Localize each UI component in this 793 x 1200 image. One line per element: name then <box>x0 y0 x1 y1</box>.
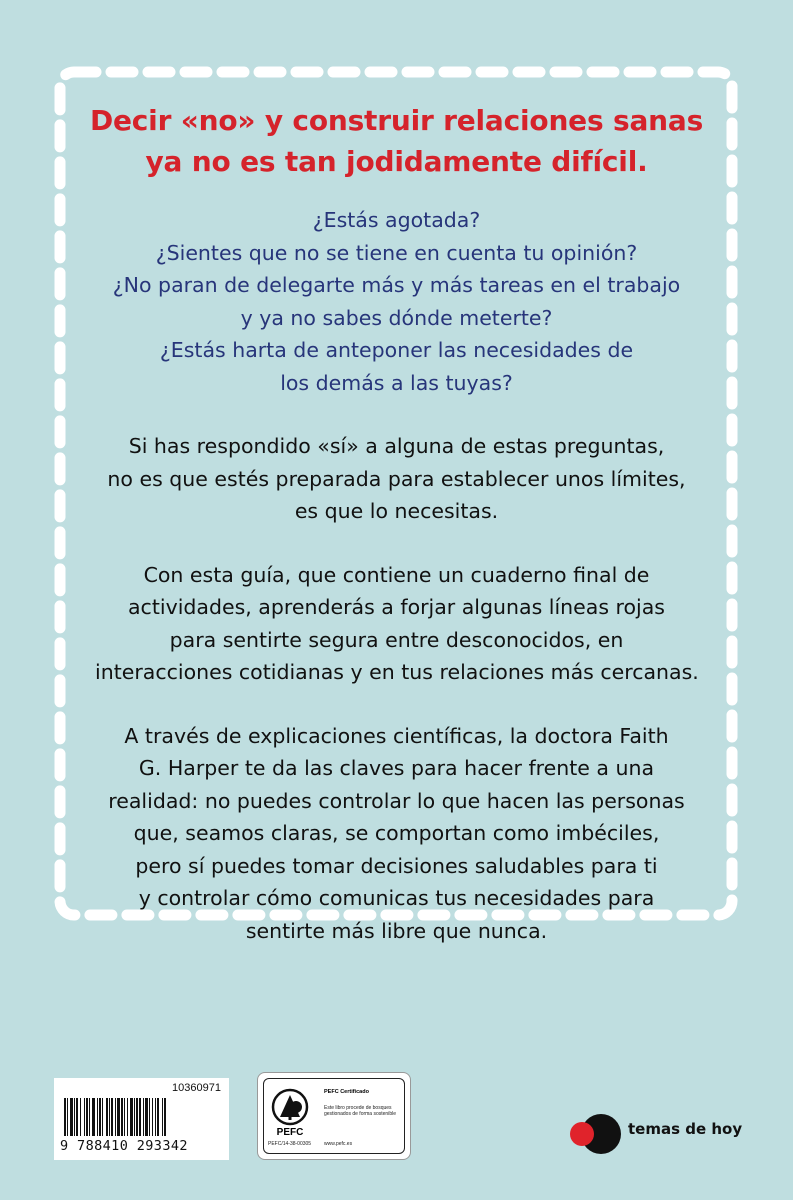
paragraph-line: realidad: no puedes controlar lo que hacen las personas <box>108 788 685 813</box>
back-cover-text <box>89 100 704 947</box>
barcode-icon <box>64 1098 222 1138</box>
pefc-label: PEFC <box>276 1127 304 1138</box>
pefc-trees-logo-icon <box>270 1087 310 1127</box>
publisher-logo-icon <box>568 1112 624 1156</box>
paragraph-line: y controlar cómo comunicas tus necesidades para <box>138 886 655 910</box>
question-line: los demás a las tuyas? <box>280 370 513 395</box>
paragraph-line: G. Harper te da las claves para hacer frente a una <box>138 756 655 780</box>
paragraph-line: pero sí puedes tomar decisiones saludables para ti <box>135 853 658 878</box>
paragraph-3 <box>95 720 698 948</box>
pefc-certification-label <box>257 1072 411 1160</box>
paragraph-line: interacciones cotidianas y en tus relaciones más cercanas. <box>95 660 699 684</box>
headline <box>85 100 708 182</box>
pefc-code: PEFC/14-38-00305 <box>268 1141 312 1147</box>
question-line: ¿No paran de delegarte más y más tareas en el trabajo <box>112 273 681 297</box>
paragraph-2 <box>95 559 698 689</box>
paragraph-line: que, seamos claras, se comportan como imbéciles, <box>133 821 660 845</box>
question-line: ¿Estás agotada? <box>312 208 481 232</box>
paragraph-line: actividades, aprenderás a forjar algunas líneas rojas <box>128 595 665 619</box>
barcode-label <box>54 1078 229 1160</box>
paragraph-line: para sentirte segura entre desconocidos, en <box>169 627 624 652</box>
question-line: y ya no sabes dónde meterte? <box>240 305 553 330</box>
isbn-digits: 9 788410 293342 <box>60 1138 188 1154</box>
paragraph-line: es que lo necesitas. <box>294 499 499 523</box>
headline-line-2: ya no es tan jodidamente difícil. <box>145 145 648 178</box>
paragraph-line: no es que estés preparada para establecer unos límites, <box>107 466 686 491</box>
product-code: 10360971 <box>172 1082 221 1094</box>
question-line: ¿Estás harta de anteponer las necesidades de <box>159 338 634 362</box>
paragraph-line: A través de explicaciones científicas, la doctora Faith <box>124 723 669 748</box>
publisher-name: temas de hoy <box>628 1120 743 1138</box>
headline-line-1: Decir «no» y construir relaciones sanas <box>89 104 704 137</box>
pefc-url: www.pefc.es <box>324 1141 353 1147</box>
question-line: ¿Sientes que no se tiene en cuenta tu opinión? <box>155 240 638 265</box>
paragraph-line: sentirte más libre que nunca. <box>245 918 548 943</box>
paragraph-line: Con esta guía, que contiene un cuaderno final de <box>143 562 650 587</box>
pefc-description: Este libro procede de bosques gestionados de forma sostenible <box>324 1105 396 1117</box>
pefc-inner-border <box>263 1078 405 1154</box>
pefc-certified: PEFC Certificado <box>324 1089 369 1095</box>
paragraph-line: Si has respondido «sí» a alguna de estas preguntas, <box>128 434 665 458</box>
paragraph-1 <box>95 430 698 528</box>
questions-block <box>95 204 698 399</box>
